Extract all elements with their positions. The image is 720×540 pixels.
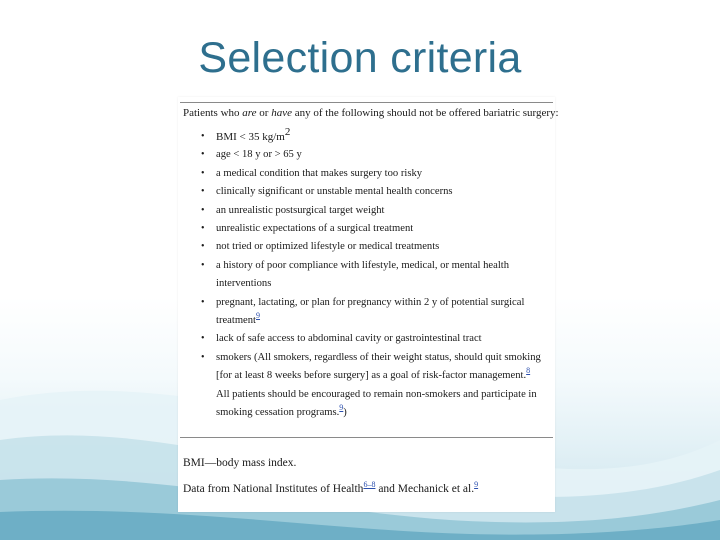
- list-item: [178, 183, 555, 201]
- footnote-abbreviation: BMI—body mass index.: [183, 457, 297, 469]
- smokers-close-paren: ): [343, 407, 347, 419]
- reference-link-6-8[interactable]: 6–8: [363, 480, 376, 489]
- list-item-pregnancy: [178, 294, 555, 331]
- intro-have: have: [271, 107, 292, 119]
- bullet-icon: •: [201, 186, 205, 198]
- list-item-bmi: [178, 128, 555, 146]
- intro-are: are: [242, 107, 257, 119]
- reference-link-9[interactable]: 9: [256, 311, 261, 321]
- intro-text-end: any of the following should not be offered bariatric surgery:: [291, 107, 559, 119]
- list-item: [178, 330, 555, 348]
- smokers-text-part-2: All patients should be encouraged to remain non-smokers and participate in smoking cessation programs.: [216, 388, 537, 419]
- bullet-icon: •: [201, 204, 205, 216]
- bullet-icon: •: [201, 167, 205, 179]
- bmi-text: BMI < 35 kg/m: [216, 131, 285, 143]
- list-item-text: age < 18 y or > 65 y: [216, 149, 302, 161]
- source-text-mid: and Mechanick et al.: [375, 483, 475, 495]
- bullet-icon: •: [201, 149, 205, 161]
- source-text-start: Data from National Institutes of Health: [183, 483, 364, 495]
- list-item-text: pregnant, lactating, or plan for pregnancy within 2 y of potential surgical treatment: [216, 296, 525, 327]
- bullet-icon: •: [201, 333, 205, 345]
- list-item-text: a medical condition that makes surgery too risky: [216, 167, 423, 179]
- list-item-text: an unrealistic postsurgical target weight: [216, 204, 385, 216]
- list-item: [178, 202, 555, 220]
- list-item-text: unrealistic expectations of a surgical treatment: [216, 223, 414, 235]
- reference-link-8[interactable]: 8: [526, 366, 531, 376]
- intro-or: or: [256, 107, 272, 119]
- bullet-icon: •: [201, 241, 205, 253]
- smokers-text-part-1: smokers (All smokers, regardless of their weight status, should quit smoking [for at least 8 weeks before surgery] as a goal of risk-factor management.: [216, 351, 541, 382]
- table-bottom-rule: [180, 437, 553, 438]
- intro-text-start: Patients who: [183, 107, 243, 119]
- bullet-icon: •: [201, 223, 205, 235]
- reference-link-9[interactable]: 9: [339, 403, 344, 413]
- bullet-icon: •: [201, 351, 205, 363]
- list-item: [178, 146, 555, 164]
- table-top-rule: [180, 102, 553, 103]
- bmi-exponent: 2: [284, 126, 291, 138]
- list-item: [178, 220, 555, 238]
- list-item-text: clinically significant or unstable mental health concerns: [216, 186, 453, 198]
- bullet-icon: •: [201, 131, 205, 142]
- list-item-text: not tried or optimized lifestyle or medical treatments: [216, 241, 440, 253]
- table-caption: [183, 107, 559, 119]
- exclusion-criteria-list: [178, 128, 555, 423]
- list-item-smokers: [178, 349, 555, 423]
- bullet-icon: •: [201, 296, 205, 308]
- list-item: [178, 257, 555, 294]
- list-item: [178, 238, 555, 256]
- list-item: [178, 165, 555, 183]
- bullet-icon: •: [201, 259, 205, 271]
- criteria-table-image: [178, 97, 559, 512]
- list-item-text: a history of poor compliance with lifestyle, medical, or mental health interventions: [216, 259, 510, 290]
- list-item-text: lack of safe access to abdominal cavity or gastrointestinal tract: [216, 333, 482, 345]
- slide-title: Selection criteria: [198, 34, 522, 82]
- reference-link-9[interactable]: 9: [474, 480, 479, 489]
- footnote-source: [183, 480, 479, 495]
